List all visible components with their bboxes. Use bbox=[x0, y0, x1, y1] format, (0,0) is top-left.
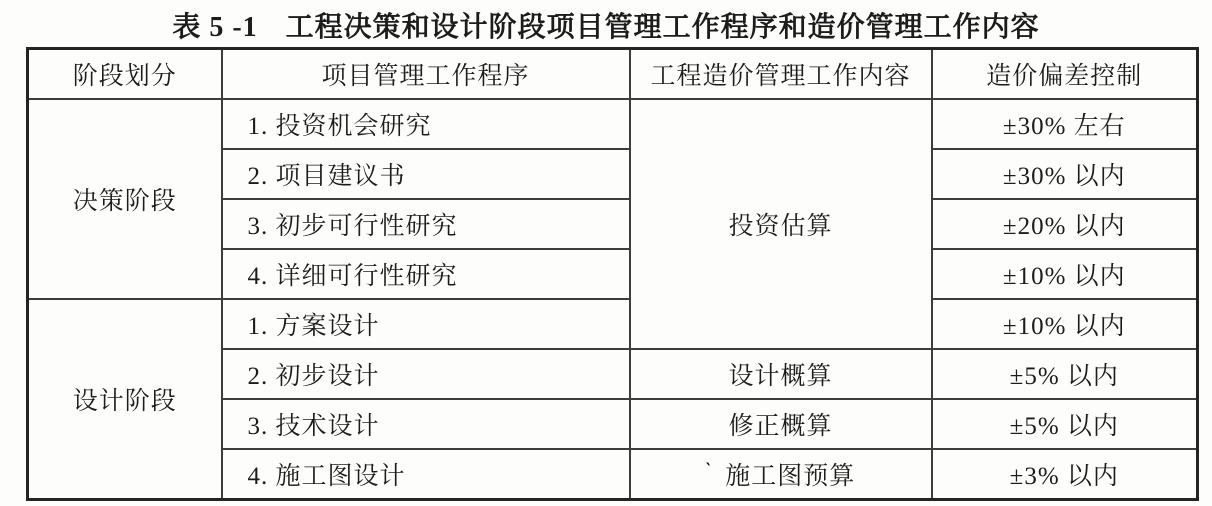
header-cost-deviation-control: 造价偏差控制 bbox=[932, 49, 1198, 100]
procedure-cell: 1. 方案设计 bbox=[222, 299, 630, 349]
table-row bbox=[28, 299, 1198, 349]
deviation-cell: ±10% 以内 bbox=[932, 299, 1198, 349]
stray-tick-mark: ‵ bbox=[705, 460, 712, 479]
table-caption bbox=[0, 5, 1212, 45]
deviation-cell: ±20% 以内 bbox=[932, 199, 1198, 249]
table-title: 工程决策和设计阶段项目管理工作程序和造价管理工作内容 bbox=[285, 12, 1040, 43]
stage-cell-decision: 决策阶段 bbox=[28, 99, 222, 299]
table-row bbox=[28, 99, 1198, 149]
cost-content-cell-design-estimate: 设计概算 bbox=[630, 349, 932, 399]
deviation-cell: ±30% 以内 bbox=[932, 149, 1198, 199]
procedure-cell: 2. 初步设计 bbox=[222, 349, 630, 399]
cost-content-cell-revised-estimate: 修正概算 bbox=[630, 399, 932, 449]
procedure-cell: 3. 技术设计 bbox=[222, 399, 630, 449]
procedure-cell: 1. 投资机会研究 bbox=[222, 99, 630, 149]
header-cost-management-content: 工程造价管理工作内容 bbox=[630, 49, 932, 100]
header-project-management-procedure: 项目管理工作程序 bbox=[222, 49, 630, 100]
stage-cell-design: 设计阶段 bbox=[28, 299, 222, 500]
deviation-cell: ±5% 以内 bbox=[932, 349, 1198, 399]
cost-content-cell-investment-estimate: 投资估算 bbox=[630, 99, 932, 349]
procedure-cell: 3. 初步可行性研究 bbox=[222, 199, 630, 249]
deviation-cell: ±30% 左右 bbox=[932, 99, 1198, 149]
header-row bbox=[28, 49, 1198, 100]
header-stage-division: 阶段划分 bbox=[28, 49, 222, 100]
deviation-cell: ±10% 以内 bbox=[932, 249, 1198, 299]
cost-content-cell-construction-drawing-budget bbox=[630, 449, 932, 500]
procedure-cell: 4. 详细可行性研究 bbox=[222, 249, 630, 299]
cost-content-label: 施工图预算 bbox=[725, 463, 856, 490]
procedure-cell: 4. 施工图设计 bbox=[222, 449, 630, 500]
procedure-cell: 2. 项目建议书 bbox=[222, 149, 630, 199]
table-number: 表 5 -1 bbox=[172, 12, 258, 43]
cost-management-table bbox=[26, 47, 1199, 501]
deviation-cell: ±3% 以内 bbox=[932, 449, 1198, 500]
deviation-cell: ±5% 以内 bbox=[932, 399, 1198, 449]
